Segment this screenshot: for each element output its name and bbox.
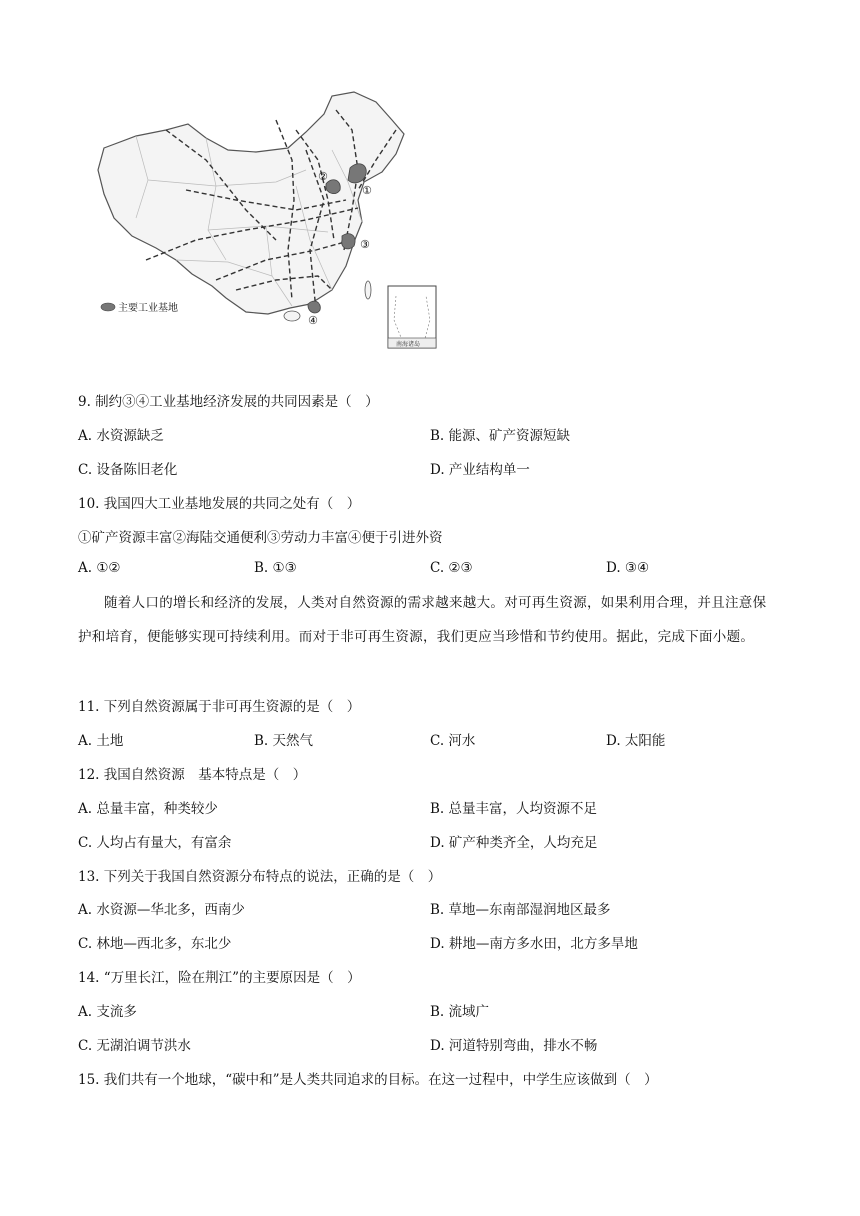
reading-passage: 随着人口的增长和经济的发展，人类对自然资源的需求越来越大。对可再生资源，如果利用合理，并且注意保护和培育，便能够实现可持续利用。而对于非可再生资源，我们更应当珍惜和节约使用。据此，完成下面小题。 — [78, 595, 767, 645]
map-drawing — [96, 90, 441, 355]
industrial-base-3 — [342, 234, 355, 249]
question-12-stem: 12. 我国自然资源 基本特点是（ ） — [78, 767, 307, 783]
question-9-option-d[interactable]: D. 产业结构单一 — [430, 462, 530, 478]
question-10-option-a[interactable]: A. ①② — [78, 560, 121, 576]
marker-2: ② — [318, 170, 328, 183]
question-9-stem: 9. 制约③④工业基地经济发展的共同因素是（ ） — [78, 394, 379, 410]
question-10-option-c[interactable]: C. ②③ — [430, 560, 473, 576]
question-10-items: ①矿产资源丰富②海陆交通便利③劳动力丰富④便于引进外资 — [78, 530, 443, 546]
question-13-stem: 13. 下列关于我国自然资源分布特点的说法，正确的是（ ） — [78, 869, 442, 885]
question-12-option-a[interactable]: A. 总量丰富，种类较少 — [78, 801, 218, 817]
industrial-base-4 — [308, 301, 320, 313]
question-11-stem: 11. 下列自然资源属于非可再生资源的是（ ） — [78, 699, 361, 715]
marker-1: ① — [362, 184, 372, 197]
question-11-option-d[interactable]: D. 太阳能 — [606, 733, 666, 749]
question-12-option-b[interactable]: B. 总量丰富，人均资源不足 — [430, 801, 598, 817]
question-14-option-c[interactable]: C. 无湖泊调节洪水 — [78, 1038, 191, 1054]
question-13-option-c[interactable]: C. 林地—西北多，东北少 — [78, 936, 232, 952]
hainan-island — [284, 311, 300, 321]
question-13-option-a[interactable]: A. 水资源—华北多，西南少 — [78, 902, 245, 918]
question-14-stem: 14. “万里长江，险在荆江”的主要原因是（ ） — [78, 970, 361, 986]
question-15-stem: 15. 我们共有一个地球，“碳中和”是人类共同追求的目标。在这一过程中，中学生应该做到（ ） — [78, 1072, 658, 1088]
taiwan-island — [365, 281, 371, 299]
china-industrial-base-map — [96, 90, 441, 355]
legend-swatch — [101, 303, 115, 311]
question-10-option-b[interactable]: B. ①③ — [254, 560, 297, 576]
marker-4: ④ — [308, 314, 318, 327]
question-9-option-c[interactable]: C. 设备陈旧老化 — [78, 462, 178, 478]
industrial-base-2 — [326, 180, 340, 194]
question-9-option-a[interactable]: A. 水资源缺乏 — [78, 428, 164, 444]
question-12-option-d[interactable]: D. 矿产种类齐全，人均充足 — [430, 835, 598, 851]
question-12-option-c[interactable]: C. 人均占有量大，有富余 — [78, 835, 232, 851]
question-13-option-b[interactable]: B. 草地—东南部湿润地区最多 — [430, 902, 611, 918]
marker-3: ③ — [360, 238, 370, 251]
question-11-option-b[interactable]: B. 天然气 — [254, 733, 314, 749]
question-14-option-b[interactable]: B. 流域广 — [430, 1004, 490, 1020]
question-9-option-b[interactable]: B. 能源、矿产资源短缺 — [430, 428, 571, 444]
question-10-option-d[interactable]: D. ③④ — [606, 560, 650, 576]
question-10-stem: 10. 我国四大工业基地发展的共同之处有（ ） — [78, 496, 361, 512]
question-13-option-d[interactable]: D. 耕地—南方多水田，北方多旱地 — [430, 936, 638, 952]
inset-label: 南海诸岛 — [396, 341, 421, 348]
question-11-option-c[interactable]: C. 河水 — [430, 733, 476, 749]
legend-label: 主要工业基地 — [118, 303, 178, 314]
question-14-option-d[interactable]: D. 河道特别弯曲，排水不畅 — [430, 1038, 598, 1054]
question-14-option-a[interactable]: A. 支流多 — [78, 1004, 137, 1020]
question-11-option-a[interactable]: A. 土地 — [78, 733, 124, 749]
